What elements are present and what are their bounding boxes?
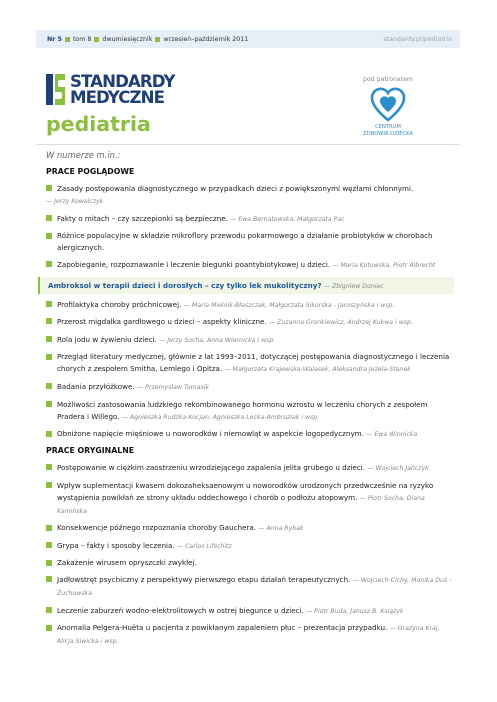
article-title: Wpływ suplementacji kwasem dokozaheksaenowym u noworodków urodzonych przedwcześnie na ryzyko wystąpienia powikłań ze strony układu oddechowego i chorób o podłożu atopowym.: [57, 480, 434, 502]
logo-text-line1: STANDARDY: [70, 72, 175, 92]
intro-text: W numerze m.in.:: [46, 150, 121, 160]
bullet-icon: [46, 607, 52, 613]
article-authors: — Maria Mielnik-Błaszczak, Małgorzata Sikorska - Jaroszyńska i wsp.: [184, 302, 395, 309]
article-authors: — Maria Kotowska, Piotr Albrecht: [332, 262, 435, 269]
list-item[interactable]: [46, 299, 454, 312]
bullet-icon: [46, 482, 52, 488]
bullet-icon: [46, 542, 52, 548]
section-heading-original: PRACE ORYGINALNE: [46, 445, 135, 455]
bullet-icon: [46, 625, 52, 631]
patronage-block: [350, 76, 426, 137]
issue-period: wrzesień–październik 2011: [163, 35, 249, 43]
issue-volume: tom 8: [72, 35, 92, 43]
bullet-icon: [46, 354, 52, 360]
bullet-icon: [46, 185, 52, 191]
article-title: Profilaktyka choroby próchnicowej.: [57, 299, 182, 309]
bullet-icon: [46, 383, 52, 389]
green-square-icon: [94, 37, 99, 42]
standardy-medyczne-logo: [46, 74, 175, 105]
article-authors: — Agnieszka Rudzka-Kocjan, Agnieszka Lecka-Ambroziak i wsp.: [122, 414, 319, 421]
article-authors: — Piotr Socha, Diana Kamińska: [57, 495, 425, 515]
contents-list: [46, 167, 454, 653]
bullet-icon: [46, 215, 52, 221]
article-title: Postępowanie w ciężkim zaostrzeniu wrzodziejącego zapalenia jelita grubego u dzieci.: [57, 462, 366, 472]
list-item[interactable]: [46, 540, 454, 553]
issue-meta: [47, 36, 248, 43]
article-title: Przegląd literatury medycznej, głównie z lat 1993–2011, dotyczącej postępowania diagnostycznego i leczenia chorych z zespołem Smitha, Lemlego i Opitza.: [57, 352, 450, 374]
article-title: Badania przyłóżkowe.: [57, 382, 135, 392]
green-square-icon: [65, 37, 70, 42]
bullet-icon: [46, 233, 52, 239]
article-title: Obniżone napięcie mięśniowe u noworodków i niemowląt w aspekcie logopedycznym.: [57, 429, 364, 439]
bullet-icon: [46, 301, 52, 307]
article-authors: — Wojciech Cichy, Monika Duś - Żuchowska: [57, 577, 451, 597]
article-authors: — Jerzy Kowalczyk: [46, 198, 103, 205]
czd-heart-logo-icon: [368, 87, 408, 123]
article-title: Przerost migdałka gardłowego u dzieci – aspekty kliniczne.: [57, 317, 267, 327]
article-authors: — Zuzanna Gronkiewicz, Andrzej Kukwa i wsp.: [269, 319, 413, 326]
patronage-label: pod patronatem: [363, 76, 413, 83]
list-item[interactable]: [46, 259, 454, 272]
article-authors: — Anna Rybak: [258, 525, 303, 532]
article-title: Możliwości zastosowania ludzkiego rekombinowanego hormonu wzrostu w leczeniu chorych z zespołem Pradera i Willego.: [57, 399, 428, 421]
list-item[interactable]: [46, 428, 454, 441]
article-title: Leczenie zaburzeń wodno-elektrolitowych w ostrej biegunce u dzieci.: [57, 605, 304, 615]
logo-mark-icon: [46, 74, 65, 105]
list-item[interactable]: [46, 316, 454, 329]
journal-title: pediatria: [46, 112, 151, 136]
article-title: Grypa – fakty i sposoby leczenia.: [57, 540, 175, 550]
featured-article-authors: — Zbigniew Doniec: [324, 283, 384, 290]
article-authors: — Wojciech Jańczyk: [367, 465, 428, 472]
list-item[interactable]: [46, 381, 454, 394]
header-divider: [36, 144, 460, 145]
article-title: Różnice populacyjne w składzie mikroflory przewodu pokarmowego a działanie probiotyków w chorobach alergicznych.: [57, 231, 433, 253]
list-item[interactable]: [46, 334, 454, 347]
featured-article-title: Ambroksol w terapii dzieci i dorosłych – czy tylko lek mukolityczny?: [48, 280, 322, 290]
list-item[interactable]: [46, 462, 454, 475]
article-title: Fakty o mitach – czy szczepionki są bezpieczne.: [57, 213, 228, 223]
list-item[interactable]: [46, 480, 454, 518]
article-title: Jadłowstręt psychiczny z perspektywy pierwszego etapu działań terapeutycznych.: [57, 575, 351, 585]
list-item[interactable]: [46, 605, 454, 618]
article-title: Konsekwencje późnego rozpoznania choroby Gauchera.: [57, 523, 256, 533]
list-item[interactable]: [46, 399, 454, 424]
article-title: Zasady postępowania diagnostycznego w przypadkach dzieci z powiększonymi węzłami chłonnymi.: [57, 184, 414, 193]
article-authors: — Ewa Winnicka: [366, 431, 417, 438]
patron-org-line1: CENTRUM: [375, 124, 401, 130]
article-title: Zakażenie wirusem opryszczki zwykłej.: [57, 558, 197, 568]
bullet-icon: [46, 401, 52, 407]
green-square-icon: [155, 37, 160, 42]
list-item[interactable]: [46, 213, 454, 226]
article-authors: — Jerzy Socha, Anna Wiernicka i wsp.: [159, 337, 275, 344]
article-authors: — Piotr Buda, Janusz B. Książyk: [306, 608, 404, 615]
list-item[interactable]: [46, 622, 454, 648]
bullet-icon: [46, 431, 52, 437]
article-title: Anomalia Pelgera-Huëta u pacjenta z powikłanym zapaleniem płuc – prezentacja przypadku.: [57, 623, 388, 633]
list-item[interactable]: [46, 351, 454, 376]
issue-number: Nr 5: [47, 35, 62, 43]
article-authors: — Przemysław Tomasik: [137, 384, 209, 391]
logo-text-line2: MEDYCZNE: [70, 87, 165, 107]
patron-org-name: [350, 124, 426, 137]
bullet-icon: [46, 464, 52, 470]
featured-article[interactable]: [38, 277, 454, 294]
site-link[interactable]: standardy.pl/pediatria: [383, 35, 452, 43]
bullet-icon: [46, 525, 52, 531]
list-item[interactable]: [46, 557, 454, 569]
patron-org-line2: ZDROWIA DZIECKA: [363, 130, 413, 137]
list-item[interactable]: [46, 183, 454, 208]
list-item[interactable]: [46, 522, 454, 535]
bullet-icon: [46, 261, 52, 267]
issue-info-bar: [36, 30, 460, 48]
article-title: Zapobieganie, rozpoznawanie i leczenie biegunki poantybiotykowej u dzieci.: [57, 259, 331, 269]
bullet-icon: [46, 560, 52, 566]
article-authors: — Ewa Bernatowska, Małgorzata Pac: [230, 216, 344, 223]
list-item[interactable]: [46, 574, 454, 600]
article-authors: — Grażyna Kraj, Alicja Siwicka i wsp.: [57, 625, 440, 645]
list-item[interactable]: [46, 230, 454, 254]
article-authors: — Carlos Lifschitz: [177, 543, 232, 550]
bullet-icon: [46, 336, 52, 342]
article-authors: — Małgorzata Krajewska-Walasek, Aleksandra Jezela-Stanek: [224, 366, 410, 373]
article-title: Rola jodu w żywieniu dzieci.: [57, 334, 157, 344]
issue-frequency: dwumiesięcznik: [102, 35, 153, 43]
section-heading-review: PRACE POGLĄDOWE: [46, 167, 135, 176]
bullet-icon: [46, 576, 52, 582]
bullet-icon: [46, 318, 52, 324]
